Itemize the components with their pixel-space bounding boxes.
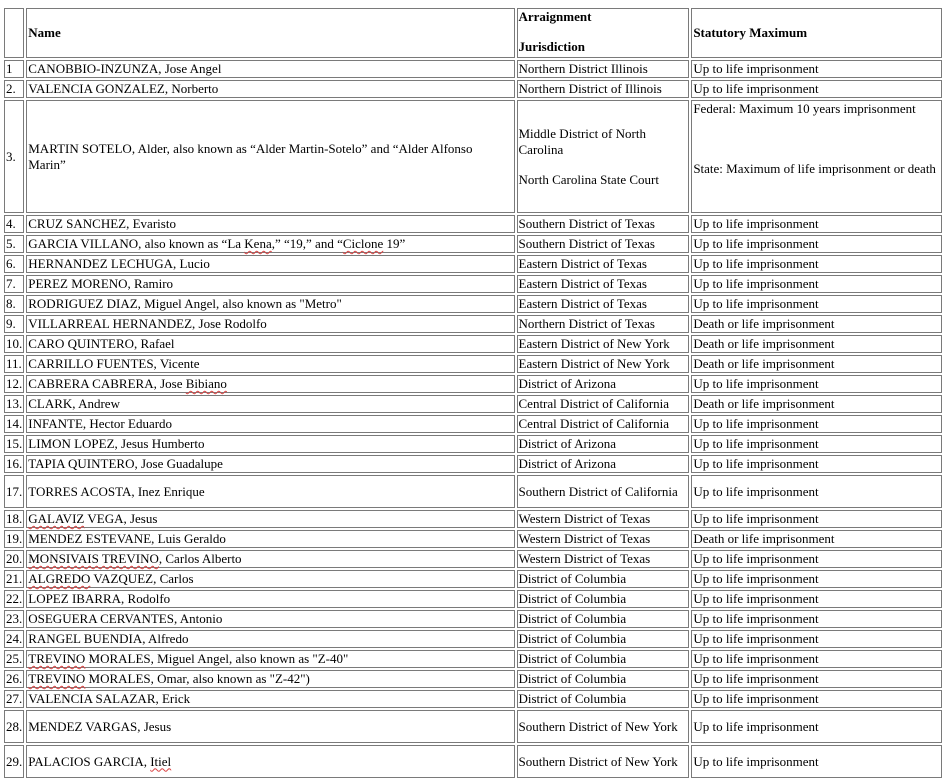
row-name	[26, 650, 514, 668]
row-jurisdiction	[517, 100, 690, 213]
row-max: Up to life imprisonment	[691, 80, 942, 98]
row-jurisdiction: District of Columbia	[517, 630, 690, 648]
row-name-part: ,” “19,” and “	[271, 236, 343, 251]
row-name-flagged: GALAVIZ	[28, 511, 85, 526]
row-name-part: , Carlos Alberto	[158, 551, 242, 566]
row-name	[26, 235, 514, 253]
row-name-part: CABRERA CABRERA, Jose	[28, 376, 186, 391]
row-jurisdiction: Northern District of Texas	[517, 315, 690, 333]
row-number: 8.	[4, 295, 24, 313]
row-max: Up to life imprisonment	[691, 650, 942, 668]
row-jurisdiction: District of Columbia	[517, 570, 690, 588]
row-name	[26, 550, 514, 568]
row-jurisdiction: Southern District of New York	[517, 710, 690, 743]
row-jurisdiction: Western District of Texas	[517, 550, 690, 568]
header-jurisdiction-spacer	[519, 25, 688, 39]
table-row	[4, 355, 942, 373]
row-name-part: 19”	[383, 236, 406, 251]
row-number: 26.	[6, 671, 23, 686]
row-max: Up to life imprisonment	[691, 235, 942, 253]
row-max: Up to life imprisonment	[691, 455, 942, 473]
row-name-flagged: Itiel	[150, 753, 172, 769]
row-jurisdiction: Southern District of California	[517, 475, 690, 508]
row-name-flagged: ALGREDO	[28, 571, 91, 586]
row-number: 5.	[4, 235, 24, 253]
row-max: Up to life imprisonment	[691, 670, 942, 688]
row-name-flagged: Kena	[244, 236, 272, 251]
row-name-part: MORALES, Miguel Angel, also known as "Z-40"	[85, 651, 349, 666]
row-max: Up to life imprisonment	[691, 690, 942, 708]
table-row	[4, 570, 942, 588]
row-max-federal-text: Maximum 10 years imprisonment	[735, 101, 916, 116]
row-number: 11.	[4, 355, 24, 373]
row-name	[26, 375, 514, 393]
table-row	[4, 650, 942, 668]
row-max: Up to life imprisonment	[691, 435, 942, 453]
row-max: Up to life imprisonment	[691, 590, 942, 608]
row-max: Up to life imprisonment	[691, 415, 942, 433]
row-name	[26, 670, 514, 688]
row-number: 14.	[6, 416, 23, 431]
row-jurisdiction: District of Columbia	[517, 590, 690, 608]
row-name: PEREZ MORENO, Ramiro	[26, 275, 514, 293]
table-row	[4, 295, 942, 313]
table-row	[4, 335, 942, 353]
header-statutory-maximum	[691, 8, 942, 58]
table-row	[4, 710, 942, 743]
row-name: TORRES ACOSTA, Inez Enrique	[26, 475, 514, 508]
row-number: 4.	[4, 215, 24, 233]
row-number: 29.	[4, 745, 24, 778]
row-name-part: GARCIA VILLANO, also known as “La	[28, 236, 245, 251]
row-max: Up to life imprisonment	[691, 570, 942, 588]
row-name: LIMON LOPEZ, Jesus Humberto	[26, 435, 514, 453]
row-number: 25.	[6, 651, 23, 666]
header-number	[4, 8, 24, 58]
table-row	[4, 435, 942, 453]
row-max: Death or life imprisonment	[691, 315, 942, 333]
row-name: CRUZ SANCHEZ, Evaristo	[26, 215, 514, 233]
row-jurisdiction: District of Arizona	[517, 435, 690, 453]
row-name: LOPEZ IBARRA, Rodolfo	[26, 590, 514, 608]
table-row	[4, 315, 942, 333]
row-jurisdiction: District of Arizona	[517, 375, 690, 393]
table-row	[4, 80, 942, 98]
row-jurisdiction: Northern District Illinois	[517, 60, 690, 78]
row-jurisdiction: District of Arizona	[517, 455, 690, 473]
row-number: 2.	[4, 80, 24, 98]
table-row	[4, 100, 942, 213]
row-max: Up to life imprisonment	[691, 475, 942, 508]
row-name-flagged: TREVINO	[28, 651, 86, 666]
row-name: INFANTE, Hector Eduardo	[26, 415, 514, 433]
table-row	[4, 255, 942, 273]
row-name-flagged: MONSIVAIS TREVINO	[28, 551, 159, 566]
row-name: VALENCIA SALAZAR, Erick	[26, 690, 514, 708]
row-jurisdiction: Eastern District of New York	[517, 335, 690, 353]
table-row	[4, 745, 942, 778]
row-max: Death or life imprisonment	[691, 335, 942, 353]
row-name: RODRIGUEZ DIAZ, Miguel Angel, also known as "Metro"	[26, 295, 514, 313]
row-name-flagged: Bibiano	[185, 376, 227, 391]
row-name-flagged: TREVINO	[28, 671, 86, 686]
table-row	[4, 530, 942, 548]
table-row	[4, 550, 942, 568]
row-name-part: VEGA, Jesus	[84, 511, 158, 526]
table-row	[4, 395, 942, 413]
row-jurisdiction: Eastern District of New York	[517, 355, 690, 373]
row-number: 20.	[6, 551, 23, 566]
table-row	[4, 235, 942, 253]
row-jurisdiction: Eastern District of Texas	[517, 255, 690, 273]
row-jurisdiction: Eastern District of Texas	[517, 275, 690, 293]
table-row	[4, 510, 942, 528]
row-max-state	[693, 161, 940, 177]
table-row	[4, 375, 942, 393]
row-max: Up to life imprisonment	[691, 745, 942, 778]
row-name: OSEGUERA CERVANTES, Antonio	[26, 610, 514, 628]
row-max: Up to life imprisonment	[691, 630, 942, 648]
row-number: 23.	[6, 611, 23, 626]
row-jurisdiction: District of Columbia	[517, 650, 690, 668]
table-row	[4, 215, 942, 233]
row-jurisdiction: Central District of California	[517, 415, 690, 433]
row-jurisdiction: Central District of California	[517, 395, 690, 413]
row-jurisdiction: Eastern District of Texas	[517, 295, 690, 313]
row-number: 13.	[6, 396, 23, 411]
defendants-table	[2, 6, 944, 780]
row-number: 28.	[4, 710, 24, 743]
header-jurisdiction-line1: Arraignment	[518, 9, 592, 24]
row-number: 18.	[6, 511, 23, 526]
row-jurisdiction-federal: Middle District of North Carolina	[518, 125, 646, 157]
table-row	[4, 60, 942, 78]
row-name: MENDEZ ESTEVANE, Luis Geraldo	[26, 530, 514, 548]
row-number: 21.	[6, 571, 23, 586]
row-max-federal	[693, 101, 940, 117]
row-max: Up to life imprisonment	[691, 710, 942, 743]
row-name	[26, 570, 514, 588]
row-jurisdiction: Southern District of Texas	[517, 235, 690, 253]
row-name: VALENCIA GONZALEZ, Norberto	[26, 80, 514, 98]
header-jurisdiction-line2: Jurisdiction	[518, 39, 585, 54]
row-jurisdiction: Northern District of Illinois	[517, 80, 690, 98]
row-name-part: PALACIOS GARCIA,	[28, 753, 151, 769]
row-jurisdiction: Southern District of New York	[517, 745, 690, 778]
row-name-part: VAZQUEZ, Carlos	[90, 571, 194, 586]
row-max: Up to life imprisonment	[691, 60, 942, 78]
row-number: 10.	[6, 336, 23, 351]
row-jurisdiction: District of Columbia	[517, 670, 690, 688]
row-number: 16.	[6, 456, 23, 471]
row-name	[26, 510, 514, 528]
table-row	[4, 590, 942, 608]
row-number: 12.	[6, 376, 23, 391]
row-name-part: MORALES, Omar, also known as "Z-42")	[85, 671, 310, 686]
table-row	[4, 415, 942, 433]
table-row	[4, 690, 942, 708]
row-jurisdiction-state: North Carolina State Court	[518, 171, 659, 187]
header-jurisdiction	[517, 8, 690, 58]
row-max: Up to life imprisonment	[691, 275, 942, 293]
table-row	[4, 610, 942, 628]
row-name: TAPIA QUINTERO, Jose Guadalupe	[26, 455, 514, 473]
row-max: Death or life imprisonment	[691, 395, 942, 413]
row-number: 27.	[6, 691, 23, 706]
row-number: 1	[4, 60, 24, 78]
table-row	[4, 630, 942, 648]
row-max-state-label: State:	[693, 161, 723, 176]
row-number: 17.	[4, 475, 24, 508]
row-max: Up to life imprisonment	[691, 550, 942, 568]
table-header-row	[4, 8, 942, 58]
row-number: 6.	[4, 255, 24, 273]
row-jurisdiction: Southern District of Texas	[517, 215, 690, 233]
row-jurisdiction: Western District of Texas	[517, 510, 690, 528]
row-name: CANOBBIO-INZUNZA, Jose Angel	[26, 60, 514, 78]
row-name: RANGEL BUENDIA, Alfredo	[26, 630, 514, 648]
row-max-spacer	[693, 117, 940, 161]
row-number: 15.	[6, 436, 23, 451]
row-max-state-text: Maximum of life imprisonment or death	[722, 161, 936, 176]
row-max: Up to life imprisonment	[691, 610, 942, 628]
row-name-flagged: Ciclone	[342, 236, 384, 251]
row-number: 22.	[6, 591, 23, 606]
header-name	[26, 8, 514, 58]
row-name	[26, 745, 514, 778]
row-name: CARO QUINTERO, Rafael	[26, 335, 514, 353]
row-name: VILLARREAL HERNANDEZ, Jose Rodolfo	[26, 315, 514, 333]
row-number: 7.	[4, 275, 24, 293]
row-name: CLARK, Andrew	[26, 395, 514, 413]
row-number: 9.	[4, 315, 24, 333]
row-max	[691, 100, 942, 213]
row-max: Up to life imprisonment	[691, 215, 942, 233]
row-jurisdiction: District of Columbia	[517, 690, 690, 708]
row-number: 3.	[4, 100, 24, 213]
row-max: Up to life imprisonment	[691, 255, 942, 273]
row-jurisdiction-spacer	[519, 158, 688, 172]
header-max-label: Statutory Maximum	[693, 25, 808, 40]
row-jurisdiction: District of Columbia	[517, 610, 690, 628]
table-row	[4, 275, 942, 293]
row-number: 19.	[6, 531, 23, 546]
row-max: Death or life imprisonment	[691, 530, 942, 548]
table-row	[4, 670, 942, 688]
row-max-federal-label: Federal:	[693, 101, 736, 116]
row-max: Up to life imprisonment	[691, 510, 942, 528]
row-max: Up to life imprisonment	[691, 295, 942, 313]
row-name: MENDEZ VARGAS, Jesus	[26, 710, 514, 743]
row-max: Up to life imprisonment	[691, 375, 942, 393]
table-row	[4, 475, 942, 508]
row-max: Death or life imprisonment	[691, 355, 942, 373]
row-name: CARRILLO FUENTES, Vicente	[26, 355, 514, 373]
row-name: HERNANDEZ LECHUGA, Lucio	[26, 255, 514, 273]
row-jurisdiction: Western District of Texas	[517, 530, 690, 548]
row-name: MARTIN SOTELO, Alder, also known as “Alder Martin-Sotelo” and “Alder Alfonso Marin”	[26, 100, 514, 213]
header-name-label: Name	[28, 25, 61, 40]
table-row	[4, 455, 942, 473]
row-number: 24.	[6, 631, 23, 646]
